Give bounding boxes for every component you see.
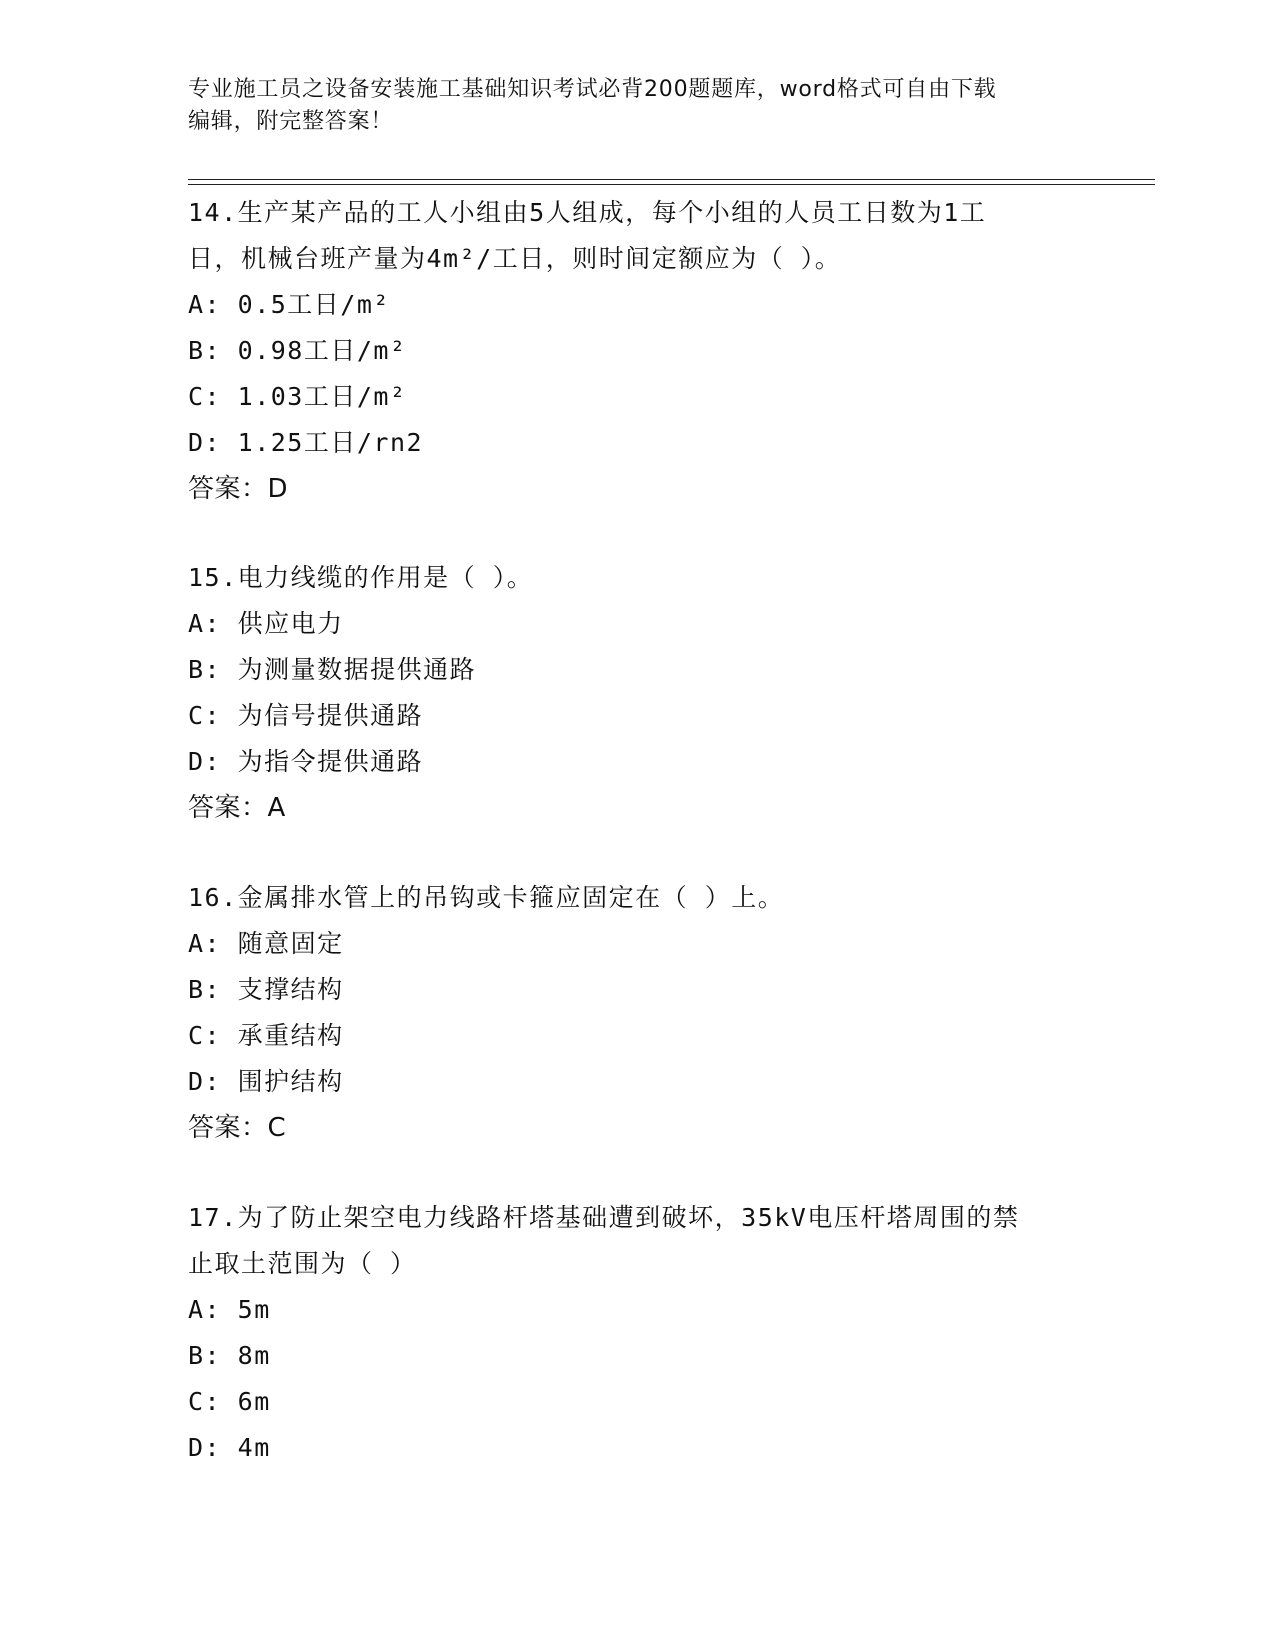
answer-line: 答案：A bbox=[188, 793, 286, 823]
answer-line: 答案：C bbox=[188, 1113, 287, 1143]
question-14 bbox=[188, 190, 1108, 512]
document-header bbox=[188, 74, 1068, 138]
question-stem-line: 日，机械台班产量为4m²/工日，则时间定额应为（ ）。 bbox=[188, 244, 842, 273]
header-title-line-2: 编辑，附完整答案！ bbox=[188, 109, 394, 134]
option-d: D: 4m bbox=[188, 1433, 271, 1462]
question-stem-line: 15.电力线缆的作用是（ ）。 bbox=[188, 563, 534, 592]
option-b: B: 0.98工日/m² bbox=[188, 336, 407, 365]
question-15 bbox=[188, 555, 1108, 831]
question-stem-line: 14.生产某产品的工人小组由5人组成，每个小组的人员工日数为1工 bbox=[188, 198, 987, 227]
question-stem-line: 17.为了防止架空电力线路杆塔基础遭到破坏，35kV电压杆塔周围的禁 bbox=[188, 1203, 1020, 1232]
option-d: D: 1.25工日/rn2 bbox=[188, 428, 424, 457]
header-title-line-1: 专业施工员之设备安装施工基础知识考试必背200题题库，word格式可自由下载 bbox=[188, 77, 997, 102]
option-b: B: 8m bbox=[188, 1341, 271, 1370]
option-d: D: 为指令提供通路 bbox=[188, 747, 424, 776]
question-stem-line: 16.金属排水管上的吊钩或卡箍应固定在（ ）上。 bbox=[188, 883, 785, 912]
option-c: C: 1.03工日/m² bbox=[188, 382, 407, 411]
option-c: C: 承重结构 bbox=[188, 1021, 344, 1050]
question-16 bbox=[188, 875, 1108, 1151]
option-a: A: 0.5工日/m² bbox=[188, 290, 390, 319]
option-b: B: 为测量数据提供通路 bbox=[188, 655, 477, 684]
answer-line: 答案：D bbox=[188, 474, 289, 504]
option-d: D: 围护结构 bbox=[188, 1067, 344, 1096]
option-a: A: 随意固定 bbox=[188, 929, 344, 958]
option-c: C: 6m bbox=[188, 1387, 271, 1416]
question-17 bbox=[188, 1195, 1108, 1471]
option-c: C: 为信号提供通路 bbox=[188, 701, 424, 730]
option-b: B: 支撑结构 bbox=[188, 975, 344, 1004]
option-a: A: 5m bbox=[188, 1295, 271, 1324]
question-stem-line: 止取土范围为（ ） bbox=[188, 1249, 417, 1278]
option-a: A: 供应电力 bbox=[188, 609, 344, 638]
header-divider-bottom bbox=[188, 184, 1155, 185]
header-divider-top bbox=[188, 179, 1155, 180]
